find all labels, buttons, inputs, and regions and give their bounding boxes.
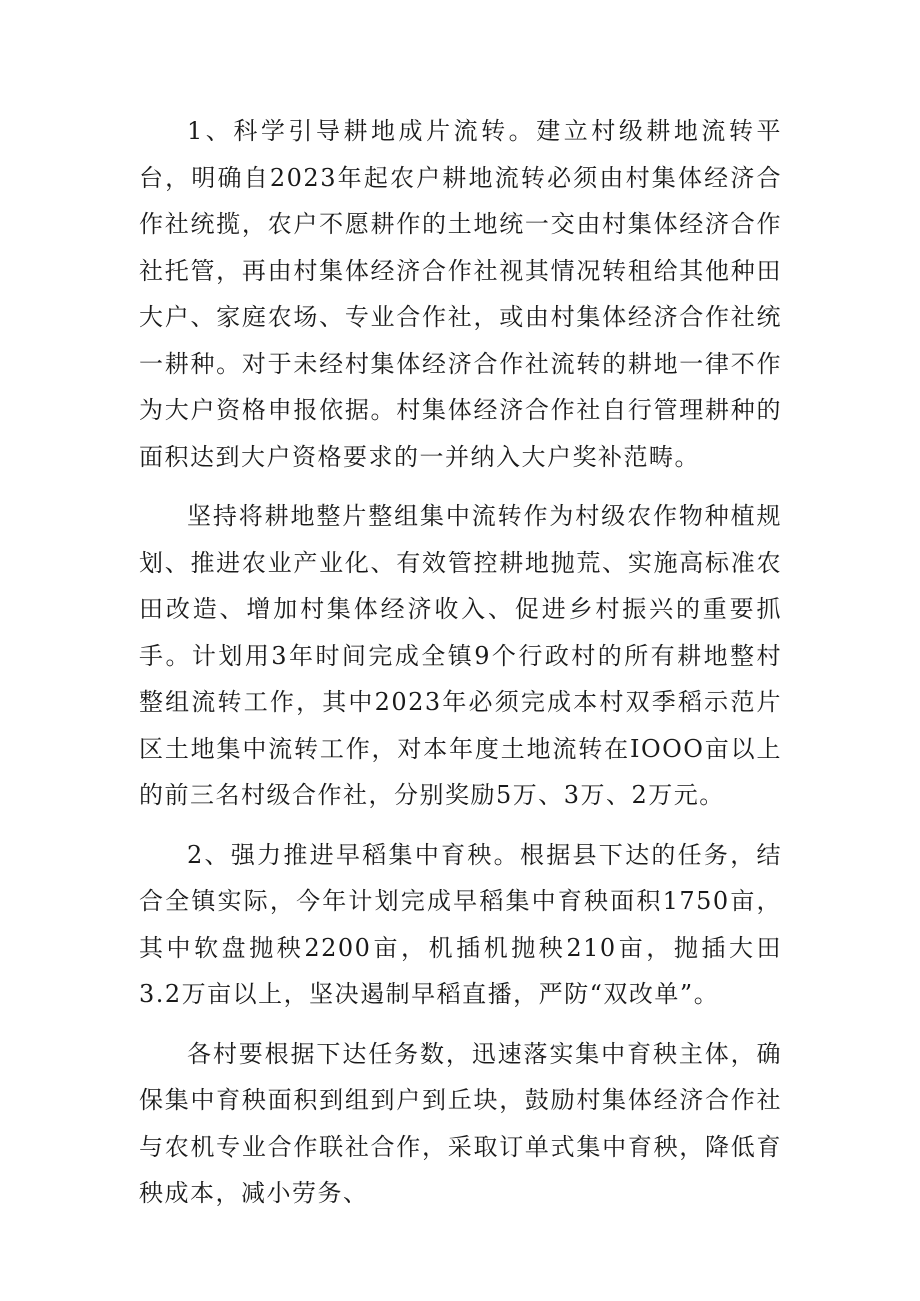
paragraph-2: 坚持将耕地整片整组集中流转作为村级农作物种植规划、推进农业产业化、有效管控耕地抛荒、实施高标准农田改造、增加村集体经济收入、促进乡村振兴的重要抓手。计划用3年时间完成全镇9个行政村的所有耕地整村整组流转工作，其中2023年必须完成本村双季稻示范片区土地集中流转工作，对本年度土地流转在IOOO亩以上的前三名村级合作社，分别奖励5万、3万、2万元。 [139,502,782,809]
paragraph-3: 2、强力推进早稻集中育秧。根据县下达的任务，结合全镇实际，今年计划完成早稻集中育秧面积1750亩，其中软盘抛秧2200亩，机插机抛秧210亩，抛插大田3.2万亩以上，坚决遏制早稻直播，严防“双改单”。 [139,840,782,1008]
document-body [139,108,782,1217]
paragraph-1: 1、科学引导耕地成片流转。建立村级耕地流转平台，明确自2023年起农户耕地流转必须由村集体经济合作社统揽，农户不愿耕作的土地统一交由村集体经济合作社托管，再由村集体经济合作社视其情况转租给其他种田大户、家庭农场、专业合作社，或由村集体经济合作社统一耕种。对于未经村集体经济合作社流转的耕地一律不作为大户资格申报依据。村集体经济合作社自行管理耕种的面积达到大户资格要求的一并纳入大户奖补范畴。 [139,117,782,471]
paragraph-4: 各村要根据下达任务数，迅速落实集中育秧主体，确保集中育秧面积到组到户到丘块，鼓励村集体经济合作社与农机专业合作联社合作，采取订单式集中育秧，降低育秧成本，减小劳务、 [139,1039,782,1207]
